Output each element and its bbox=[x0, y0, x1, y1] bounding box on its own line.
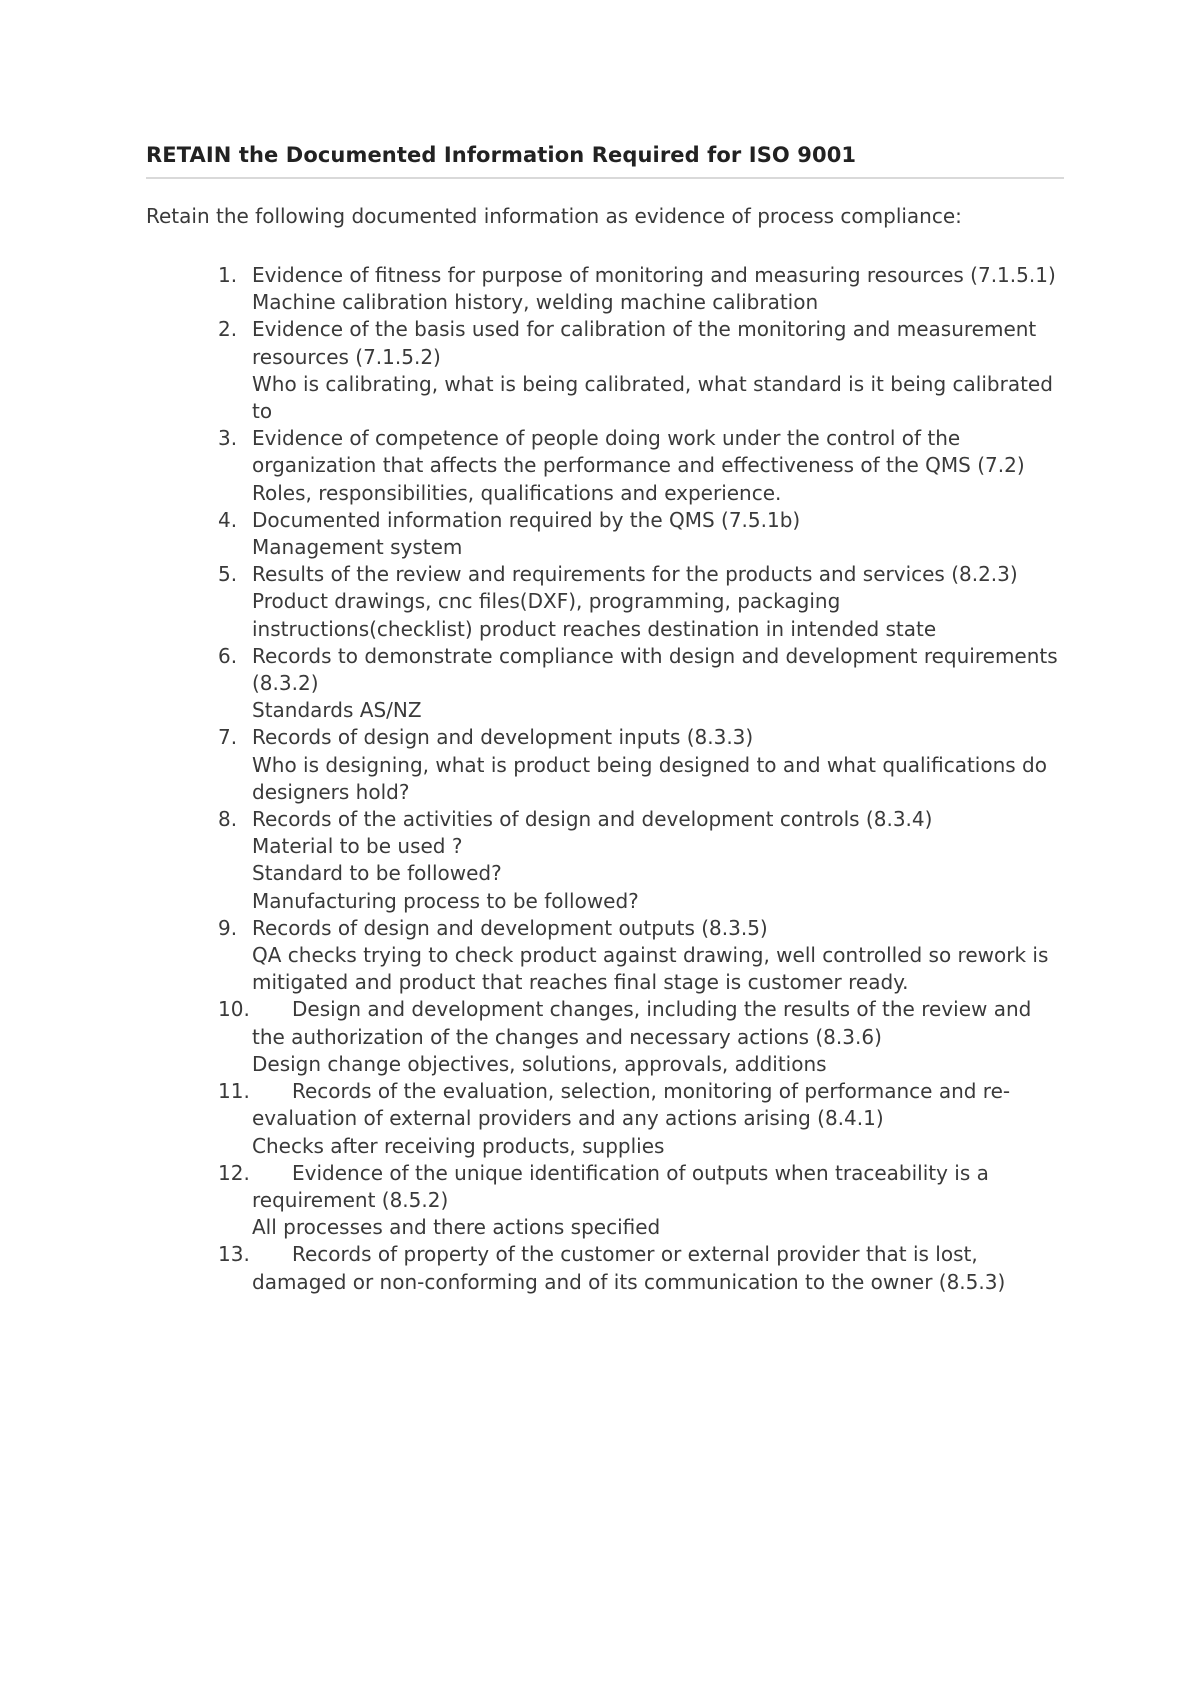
item-number: 10. bbox=[218, 997, 250, 1022]
item-text: Results of the review and requirements for the products and services (8.2.3) bbox=[252, 562, 1018, 587]
list-item bbox=[146, 561, 1064, 643]
item-text: Records to demonstrate compliance with design and development requirements (8.3.2) bbox=[252, 643, 1058, 696]
list-item bbox=[146, 1160, 1064, 1242]
item-number: 6. bbox=[218, 643, 238, 668]
list-item bbox=[146, 262, 1064, 316]
list-item bbox=[146, 507, 1064, 561]
item-number: 11. bbox=[218, 1079, 250, 1104]
list-item bbox=[146, 1241, 1064, 1295]
list-item bbox=[146, 996, 1064, 1078]
item-number: 7. bbox=[218, 725, 238, 750]
item-text: Records of the activities of design and development controls (8.3.4) bbox=[252, 807, 933, 832]
list-item bbox=[146, 1078, 1064, 1160]
document-title: RETAIN the Documented Information Required for ISO 9001 bbox=[146, 140, 1064, 179]
item-text: Evidence of the basis used for calibration of the monitoring and measurement resources (7.1.5.2) bbox=[252, 317, 1037, 369]
item-number: 8. bbox=[218, 807, 238, 832]
item-note: Roles, responsibilities, qualifications and experience. bbox=[252, 480, 782, 505]
item-number: 13. bbox=[218, 1242, 250, 1267]
item-number: 1. bbox=[218, 263, 238, 287]
list-item bbox=[146, 316, 1064, 425]
list-item bbox=[146, 724, 1064, 806]
item-number: 12. bbox=[218, 1160, 250, 1185]
list-item bbox=[146, 643, 1064, 725]
item-text: Records of property of the customer or external provider that is lost, damaged or non-conforming and of its communication to the owner (8.5.3) bbox=[252, 1242, 1006, 1294]
item-note: Machine calibration history, welding machine calibration bbox=[252, 290, 819, 315]
item-note: Checks after receiving products, supplies bbox=[252, 1133, 665, 1158]
list-item bbox=[146, 806, 1064, 915]
list-item bbox=[146, 915, 1064, 997]
item-text: Evidence of the unique identification of outputs when traceability is a requirement (8.5.2) bbox=[252, 1160, 989, 1212]
item-number: 5. bbox=[218, 562, 238, 587]
item-number: 3. bbox=[218, 426, 238, 451]
list-item bbox=[146, 425, 1064, 507]
item-text: Records of the evaluation, selection, monitoring of performance and re-evaluation of external providers and any actions arising (8.4.1) bbox=[252, 1079, 1011, 1131]
item-note: Management system bbox=[252, 535, 463, 560]
item-text: Design and development changes, including the results of the review and the authorization of the changes and necessary actions (8.3.6) bbox=[252, 997, 1032, 1049]
requirements-list bbox=[146, 262, 1064, 1296]
item-text: Evidence of fitness for purpose of monitoring and measuring resources (7.1.5.1) bbox=[252, 263, 1056, 287]
item-note: Standards AS/NZ bbox=[252, 698, 422, 723]
item-note: All processes and there actions specified bbox=[252, 1215, 661, 1240]
item-text: Records of design and development inputs (8.3.3) bbox=[252, 725, 754, 750]
intro-paragraph: Retain the following documented information as evidence of process compliance: bbox=[146, 204, 962, 228]
item-note: Design change objectives, solutions, approvals, additions bbox=[252, 1051, 827, 1076]
item-note: Who is calibrating, what is being calibrated, what standard is it being calibrated to bbox=[252, 371, 1053, 424]
item-number: 4. bbox=[218, 507, 238, 532]
item-note: Who is designing, what is product being designed to and what qualifications do designers hold? bbox=[252, 752, 1047, 804]
item-number: 9. bbox=[218, 915, 238, 940]
item-note: Material to be used ? Standard to be followed? Manufacturing process to be followed? bbox=[252, 834, 639, 913]
document-page bbox=[146, 140, 1064, 1296]
item-text: Records of design and development outputs (8.3.5) bbox=[252, 915, 768, 940]
item-number: 2. bbox=[218, 317, 238, 342]
item-text: Evidence of competence of people doing work under the control of the organization that affects the performance and effectiveness of the QMS (7.2) bbox=[252, 426, 1025, 478]
item-text: Documented information required by the QMS (7.5.1b) bbox=[252, 507, 801, 532]
item-note: QA checks trying to check product against drawing, well controlled so rework is mitigated and product that reaches final stage is customer ready. bbox=[252, 943, 1049, 995]
item-note: Product drawings, cnc files(DXF), programming, packaging instructions(checklist) product reaches destination in intended state bbox=[252, 589, 937, 641]
